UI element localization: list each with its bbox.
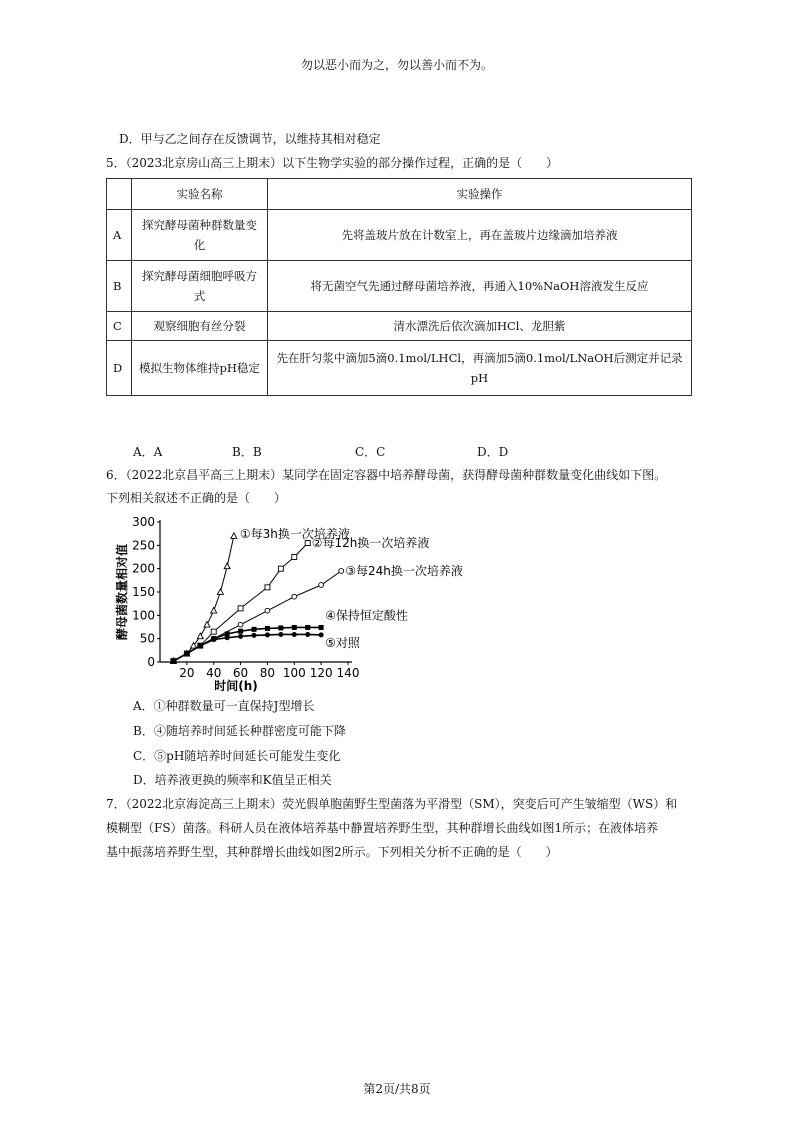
data-point-filled-circle bbox=[211, 637, 216, 642]
q7-stem-line1: 7．（2022北京海淀高三上期末）荧光假单胞菌野生型菌落为平滑型（SM），突变后可产生皱缩型（WS）和 bbox=[106, 797, 678, 811]
row-key: C bbox=[107, 312, 132, 341]
x-tick-label: 20 bbox=[179, 666, 195, 680]
table-row bbox=[107, 210, 692, 261]
data-point-filled-circle bbox=[252, 633, 257, 638]
row-key: A bbox=[107, 210, 132, 261]
data-point-open-square bbox=[211, 629, 216, 634]
row-operation: 先将盖玻片放在计数室上，再在盖玻片边缘滴加培养液 bbox=[268, 210, 692, 261]
data-point-triangle bbox=[231, 533, 237, 539]
q6-stem-line1: 6．（2022北京昌平高三上期末）某同学在固定容器中培养酵母菌，获得酵母菌种群数量变化曲线如下图。 bbox=[106, 468, 667, 482]
y-tick-label: 300 bbox=[132, 515, 155, 529]
table-header-cell bbox=[107, 179, 132, 210]
data-point-open-square bbox=[238, 606, 243, 611]
series-label-1: ①每3h换一次培养液 bbox=[239, 527, 350, 541]
table-header-row bbox=[107, 179, 692, 210]
q5-option-b: B．B bbox=[232, 445, 262, 459]
data-point-triangle bbox=[197, 633, 203, 639]
q4-option-d: D．甲与乙之间存在反馈调节，以维持其相对稳定 bbox=[119, 132, 381, 146]
data-point-open-circle bbox=[292, 594, 297, 599]
q6-option-c: C．⑤pH随培养时间延长可能发生变化 bbox=[133, 749, 341, 763]
x-tick-label: 120 bbox=[309, 666, 333, 680]
data-point-triangle bbox=[204, 621, 210, 627]
x-tick-label: 100 bbox=[282, 666, 306, 680]
data-point-triangle bbox=[217, 589, 223, 595]
row-key: D bbox=[107, 341, 132, 396]
q6-option-d: D．培养液更换的频率和K值呈正相关 bbox=[133, 773, 332, 787]
row-experiment-name: 探究酵母菌种群数量变化 bbox=[132, 210, 268, 261]
series-label-2: ②每12h换一次培养液 bbox=[311, 536, 430, 550]
x-tick-label: 60 bbox=[232, 666, 249, 680]
data-point-triangle bbox=[224, 563, 230, 569]
y-axis-label: 酵母菌数量相对值 bbox=[115, 543, 129, 641]
q7-stem-line2: 模糊型（FS）菌落。科研人员在液体培养基中静置培养野生型，其种群增长曲线如图1所示；在液体培养 bbox=[106, 821, 659, 835]
table-row bbox=[107, 312, 692, 341]
y-tick-label: 100 bbox=[132, 608, 155, 623]
data-point-filled-square bbox=[292, 625, 297, 630]
data-point-open-circle bbox=[265, 608, 270, 613]
q6-stem-line2: 下列相关叙述不正确的是（ ） bbox=[106, 491, 287, 505]
data-point-open-square bbox=[265, 585, 270, 590]
q5-option-a: A．A bbox=[133, 445, 163, 459]
page-number: 第2页/共8页 bbox=[363, 1082, 431, 1096]
data-point-filled-square bbox=[278, 625, 283, 630]
q6-option-b: B．④随培养时间延长种群密度可能下降 bbox=[133, 724, 346, 738]
data-point-filled-square bbox=[265, 626, 270, 631]
q7-stem-line3: 基中振荡培养野生型，其种群增长曲线如图2所示。下列相关分析不正确的是（ ） bbox=[106, 845, 558, 859]
x-tick-label: 80 bbox=[259, 666, 276, 680]
data-point-filled-square bbox=[238, 629, 243, 634]
data-point-filled-circle bbox=[305, 632, 310, 637]
q5-option-d: D．D bbox=[477, 445, 509, 459]
q5-experiment-table bbox=[106, 178, 692, 396]
row-operation: 先在肝匀浆中滴加5滴0.1mol/LHCl，再滴加5滴0.1mol/LNaOH后测定并记录pH bbox=[268, 341, 692, 396]
data-point-filled-circle bbox=[238, 634, 243, 639]
table-row bbox=[107, 341, 692, 396]
data-point-open-square bbox=[278, 566, 283, 571]
data-point-filled-square bbox=[252, 627, 257, 632]
table-header-cell: 实验名称 bbox=[132, 179, 268, 210]
row-experiment-name: 探究酵母菌细胞呼吸方式 bbox=[132, 261, 268, 312]
row-operation: 将无菌空气先通过酵母菌培养液，再通入10%NaOH溶液发生反应 bbox=[268, 261, 692, 312]
y-tick-label: 250 bbox=[132, 538, 155, 553]
data-point-triangle bbox=[211, 607, 217, 613]
y-tick-label: 150 bbox=[132, 585, 155, 599]
q6-option-a: A．①种群数量可一直保持J型增长 bbox=[133, 699, 315, 713]
series-label-3: ③每24h换一次培养液 bbox=[345, 564, 463, 578]
data-point-open-circle bbox=[238, 622, 243, 627]
q5-option-c: C．C bbox=[355, 445, 386, 459]
row-key: B bbox=[107, 261, 132, 312]
data-point-open-circle bbox=[319, 583, 324, 588]
data-point-open-square bbox=[292, 555, 297, 560]
data-point-filled-circle bbox=[278, 632, 283, 637]
y-tick-label: 50 bbox=[139, 631, 155, 646]
data-point-filled-circle bbox=[225, 635, 230, 640]
data-point-filled-circle bbox=[319, 632, 324, 637]
page-header-motto: 勿以恶小而为之，勿以善小而不为。 bbox=[300, 58, 493, 72]
x-tick-label: 140 bbox=[336, 666, 360, 680]
x-tick-label: 40 bbox=[206, 666, 222, 680]
y-tick-label: 200 bbox=[132, 561, 155, 576]
row-operation: 清水漂洗后依次滴加HCl、龙胆紫 bbox=[268, 312, 692, 341]
table-row bbox=[107, 261, 692, 312]
series-line-4 bbox=[173, 627, 321, 661]
series-label-5: ⑤对照 bbox=[325, 635, 360, 650]
data-point-open-circle bbox=[339, 569, 344, 574]
data-point-filled-circle bbox=[292, 632, 297, 637]
data-point-filled-circle bbox=[184, 651, 189, 656]
series-label-4: ④保持恒定酸性 bbox=[325, 608, 408, 623]
data-point-filled-circle bbox=[171, 659, 176, 664]
data-point-filled-circle bbox=[265, 632, 270, 637]
row-experiment-name: 模拟生物体维持pH稳定 bbox=[132, 341, 268, 396]
yeast-population-chart bbox=[112, 510, 463, 693]
y-tick-label: 0 bbox=[147, 655, 155, 669]
data-point-filled-square bbox=[319, 625, 324, 630]
x-axis-label: 时间(h) bbox=[214, 679, 258, 693]
series-line-5 bbox=[173, 634, 321, 661]
row-experiment-name: 观察细胞有丝分裂 bbox=[132, 312, 268, 341]
q5-stem: 5．（2023北京房山高三上期末）以下生物学实验的部分操作过程，正确的是（ ） bbox=[106, 156, 559, 170]
data-point-filled-circle bbox=[198, 643, 203, 648]
table-header-cell: 实验操作 bbox=[268, 179, 692, 210]
data-point-filled-square bbox=[305, 625, 310, 630]
data-point-open-square bbox=[305, 541, 310, 546]
